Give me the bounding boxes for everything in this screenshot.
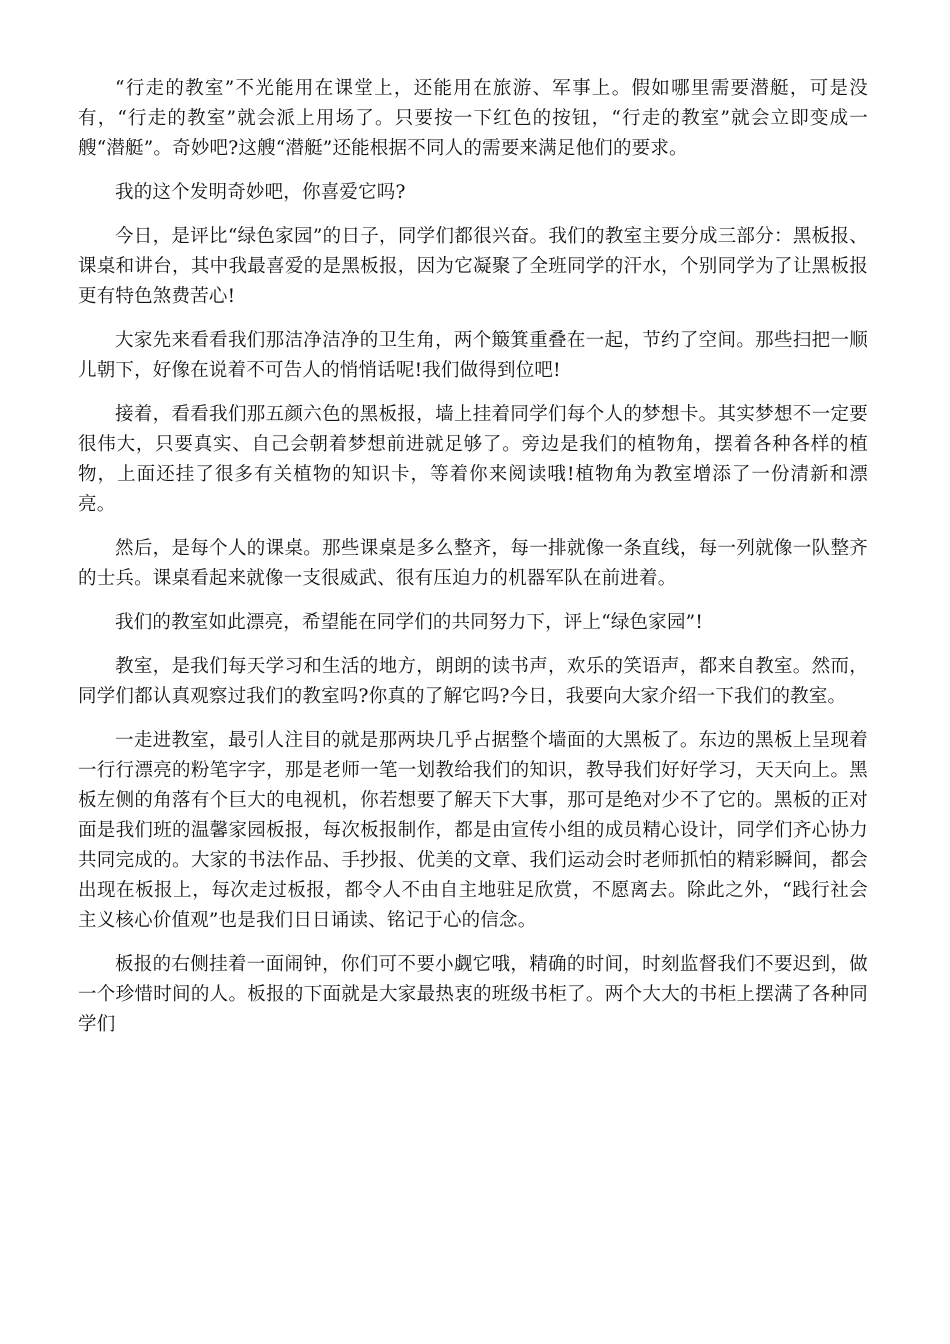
paragraph-5: 接着，看看我们那五颜六色的黑板报，墙上挂着同学们每个人的梦想卡。其实梦想不一定要很伟大，只要真实、自己会朝着梦想前进就足够了。旁边是我们的植物角，摆着各种各样的植物，上面还挂了很多有关植物的知识卡，等着你来阅读哦!植物角为教室增添了一份清新和漂亮。 — [78, 404, 868, 515]
paragraph-3: 今日，是评比“绿色家园”的日子，同学们都很兴奋。我们的教室主要分成三部分：黑板报、课桌和讲台，其中我最喜爱的是黑板报，因为它凝聚了全班同学的汗水，个别同学为了让黑板报更有特色煞费苦心! — [78, 226, 868, 307]
paragraph-9: 一走进教室，最引人注目的就是那两块几乎占据整个墙面的大黑板了。东边的黑板上呈现着一行行漂亮的粉笔字字，那是老师一笔一划教给我们的知识，教导我们好好学习，天天向上。黑板左侧的角落有个巨大的电视机，你若想要了解天下大事，那可是绝对少不了它的。黑板的正对面是我们班的温馨家园板报，每次板报制作，都是由宣传小组的成员精心设计，同学们齐心协力共同完成的。大家的书法作品、手抄报、优美的文章、我们运动会时老师抓怕的精彩瞬间，都会出现在板报上，每次走过板报，都令人不由自主地驻足欣赏，不愿离去。除此之外，“践行社会主义核心价值观”也是我们日日诵读、铭记于心的信念。 — [78, 730, 868, 931]
document-page — [78, 74, 868, 1054]
paragraph-6: 然后，是每个人的课桌。那些课桌是多么整齐，每一排就像一条直线，每一列就像一队整齐的士兵。课桌看起来就像一支很威武、很有压迫力的机器军队在前进着。 — [78, 538, 868, 589]
paragraph-4: 大家先来看看我们那洁净洁净的卫生角，两个簸箕重叠在一起，节约了空间。那些扫把一顺儿朝下，好像在说着不可告人的悄悄话呢!我们做得到位吧! — [78, 330, 868, 381]
paragraph-10: 板报的右侧挂着一面闹钟，你们可不要小觑它哦，精确的时间，时刻监督我们不要迟到，做一个珍惜时间的人。板报的下面就是大家最热衷的班级书柜了。两个大大的书柜上摆满了各种同学们 — [78, 954, 868, 1035]
paragraph-8: 教室，是我们每天学习和生活的地方，朗朗的读书声，欢乐的笑语声，都来自教室。然而，同学们都认真观察过我们的教室吗?你真的了解它吗?今日，我要向大家介绍一下我们的教室。 — [78, 656, 868, 707]
paragraph-2: 我的这个发明奇妙吧，你喜爱它吗? — [115, 182, 406, 203]
paragraph-1: “行走的教室”不光能用在课堂上，还能用在旅游、军事上。假如哪里需要潜艇，可是没有，“行走的教室”就会派上用场了。只要按一下红色的按钮，“行走的教室”就会立即变成一艘“潜艇”。奇妙吧?这艘“潜艇”还能根据不同人的需要来满足他们的要求。 — [78, 78, 868, 159]
paragraph-7: 我们的教室如此漂亮，希望能在同学们的共同努力下，评上“绿色家园”! — [115, 612, 703, 633]
